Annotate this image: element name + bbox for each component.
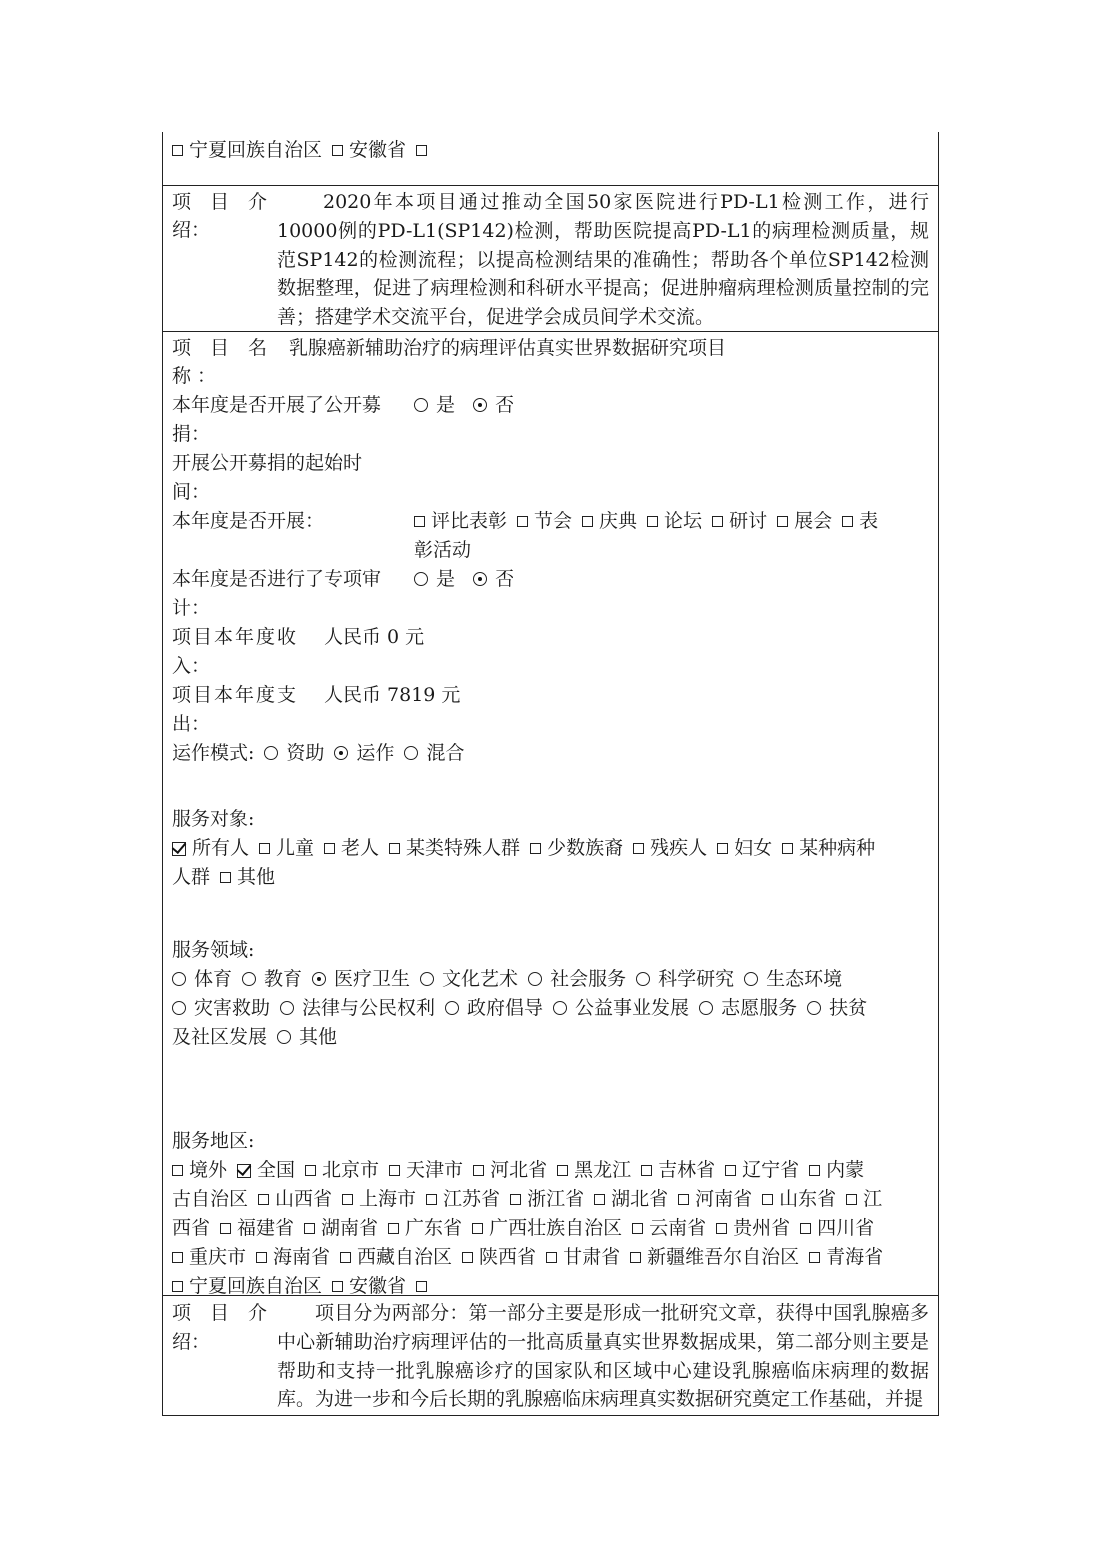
checkbox-icon[interactable]	[342, 1194, 353, 1205]
region-option-label: 西藏自治区	[357, 1246, 453, 1268]
region-option-label: 重庆市	[189, 1246, 247, 1268]
checkbox-icon[interactable]	[510, 1194, 521, 1205]
region-option-label: 宁夏回族自治区	[189, 139, 323, 161]
radio-icon[interactable]	[553, 1001, 567, 1015]
checkbox-icon[interactable]	[332, 1281, 343, 1292]
field-option-label: 文化艺术	[442, 968, 519, 990]
mode-option-label: 混合	[426, 742, 465, 764]
region-option-label: 云南省	[649, 1217, 707, 1239]
region-option-label: 北京市	[322, 1159, 380, 1181]
mode-option-label: 资助	[286, 742, 325, 764]
region-option-label: 海南省	[273, 1246, 331, 1268]
field-option-label: 及社区发展	[172, 1026, 268, 1048]
field-option-label: 灾害救助	[194, 997, 271, 1019]
field-option-label: 生态环境	[766, 968, 843, 990]
checkbox-icon[interactable]	[388, 1223, 399, 1234]
radio-icon[interactable]	[280, 1001, 294, 1015]
radio-icon[interactable]	[242, 972, 256, 986]
field-option-label: 政府倡导	[467, 997, 544, 1019]
event-option-label: 表	[859, 510, 879, 532]
checkbox-icon[interactable]	[594, 1194, 605, 1205]
audit-label-2: 计：	[172, 597, 211, 619]
region-option-label: 福建省	[237, 1217, 295, 1239]
target-option-label: 老人	[341, 837, 380, 859]
target-option-label: 所有人	[192, 837, 250, 859]
service-region-line[interactable]	[172, 1272, 433, 1300]
region-option-label: 西省	[172, 1217, 211, 1239]
field-option-label: 法律与公民权利	[302, 997, 436, 1019]
event-option-label: 展会	[794, 510, 833, 532]
radio-no-icon[interactable]	[473, 572, 487, 586]
events-label: 本年度是否开展：	[172, 510, 325, 532]
region-option-label: 广西壮族自治区	[489, 1217, 623, 1239]
audit-label: 本年度是否进行了专项审	[172, 568, 382, 590]
service-field-line-1[interactable]	[172, 965, 852, 993]
project1-intro-text: 2020年本项目通过推动全国50家医院进行PD-L1检测工作，进行10000例的PD-L1(SP142)检测，帮助医院提高PD-L1的病理检测质量，规范SP142的检测流程；以提高检测结果的准确性；帮助各个单位SP142检测数据整理，促进了病理检测和科研水平提高；促进肿瘤病理检测质量控制的完善；搭建学术交流平台，促进学会成员间学术交流。	[277, 191, 929, 329]
fundraising-start-label-2: 间：	[172, 481, 211, 503]
radio-icon[interactable]	[420, 972, 434, 986]
service-region-line[interactable]	[172, 1214, 884, 1242]
service-field-label: 服务领域:	[172, 939, 255, 961]
checkbox-icon[interactable]	[846, 1194, 857, 1205]
service-region-line[interactable]	[172, 1185, 892, 1213]
region-option-label: 贵州省	[733, 1217, 791, 1239]
region-option-label: 内蒙	[826, 1159, 865, 1181]
radio-yes-icon[interactable]	[414, 572, 428, 586]
radio-icon[interactable]	[744, 972, 758, 986]
region-option-label: 宁夏回族自治区	[189, 1275, 323, 1297]
service-field-line-2[interactable]	[172, 994, 877, 1022]
checkbox-icon[interactable]	[259, 843, 270, 854]
checkbox-icon[interactable]	[716, 1223, 727, 1234]
income-value: 人民币 0 元	[324, 626, 425, 648]
table-bottom-border	[162, 1415, 939, 1416]
region-option-label: 青海省	[826, 1246, 884, 1268]
field-option-label: 教育	[264, 968, 303, 990]
target-option-label: 人群	[172, 866, 211, 888]
region-option-label: 安徽省	[349, 1275, 407, 1297]
intro-label-2: 绍：	[172, 1331, 211, 1353]
radio-icon[interactable]	[172, 1001, 186, 1015]
radio-icon[interactable]	[404, 746, 418, 760]
service-target-options-wrap[interactable]	[172, 863, 285, 891]
target-option-label: 妇女	[734, 837, 773, 859]
field-option-label: 科学研究	[658, 968, 735, 990]
event-option-label: 评比表彰	[431, 510, 508, 532]
radio-icon[interactable]	[264, 746, 278, 760]
checkbox-icon[interactable]	[324, 843, 335, 854]
region-option-label: 山西省	[275, 1188, 333, 1210]
field-option-label: 公益事业发展	[575, 997, 690, 1019]
region-option-label: 江	[863, 1188, 883, 1210]
region-option-label: 黑龙江	[574, 1159, 632, 1181]
checkbox-icon[interactable]	[416, 1281, 427, 1292]
service-field-line-3[interactable]	[172, 1023, 347, 1051]
radio-yes-label: 是	[436, 394, 456, 416]
project-name-value: 乳腺癌新辅助治疗的病理评估真实世界数据研究项目	[289, 337, 727, 359]
operation-mode-label: 运作模式:	[172, 742, 255, 764]
field-option-label: 扶贫	[829, 997, 868, 1019]
radio-icon[interactable]	[277, 1030, 291, 1044]
checkbox-icon[interactable]	[842, 516, 853, 527]
income-label: 项目本年度收	[172, 626, 299, 648]
region-option-label: 新疆维吾尔自治区	[647, 1246, 800, 1268]
checkbox-icon[interactable]	[389, 843, 400, 854]
checkbox-icon[interactable]	[304, 1223, 315, 1234]
mode-option-label: 运作	[356, 742, 395, 764]
checkbox-icon[interactable]	[582, 516, 593, 527]
events-options[interactable]	[414, 507, 888, 535]
region-option-label: 浙江省	[527, 1188, 585, 1210]
checkbox-icon[interactable]	[426, 1194, 437, 1205]
radio-yes-icon[interactable]	[414, 398, 428, 412]
checkbox-icon[interactable]	[725, 1165, 736, 1176]
checkbox-icon[interactable]	[462, 1252, 473, 1263]
checkbox-checked-icon[interactable]	[172, 842, 186, 856]
operation-mode-row[interactable]	[172, 739, 474, 767]
table-left-border	[162, 132, 163, 1416]
checkbox-icon[interactable]	[800, 1223, 811, 1234]
project-name-label: 项 目 名	[172, 337, 268, 359]
events-options-wrap: 彰活动	[414, 539, 472, 561]
expense-value: 人民币 7819 元	[324, 684, 461, 706]
checkbox-icon[interactable]	[172, 1165, 183, 1176]
radio-icon[interactable]	[699, 1001, 713, 1015]
region-option-label: 四川省	[817, 1217, 875, 1239]
region-option-label: 境外	[189, 1159, 228, 1181]
radio-icon[interactable]	[636, 972, 650, 986]
table-right-border	[938, 132, 939, 1416]
public-fundraising-radio-group[interactable]	[414, 391, 514, 419]
region-option-label: 河北省	[490, 1159, 548, 1181]
public-fundraising-label-2: 捐：	[172, 423, 211, 445]
checkbox-icon[interactable]	[762, 1194, 773, 1205]
expense-label: 项目本年度支	[172, 684, 299, 706]
public-fundraising-label: 本年度是否开展了公开募	[172, 394, 382, 416]
project-name-label-2: 称 ：	[172, 365, 217, 387]
target-option-label: 其他	[237, 866, 276, 888]
field-option-label: 社会服务	[550, 968, 627, 990]
checkbox-icon[interactable]	[416, 145, 427, 156]
checkbox-icon[interactable]	[782, 843, 793, 854]
region-option-label: 湖南省	[321, 1217, 379, 1239]
audit-radio-group[interactable]	[414, 565, 514, 593]
field-option-label: 其他	[299, 1026, 338, 1048]
target-option-label: 儿童	[276, 837, 315, 859]
region-option-label: 河南省	[695, 1188, 753, 1210]
checkbox-icon[interactable]	[340, 1252, 351, 1263]
checkbox-icon[interactable]	[717, 843, 728, 854]
service-region-label: 服务地区:	[172, 1130, 255, 1152]
radio-icon[interactable]	[312, 972, 326, 986]
radio-no-icon[interactable]	[473, 398, 487, 412]
checkbox-icon[interactable]	[332, 145, 343, 156]
radio-icon[interactable]	[807, 1001, 821, 1015]
region-option-label: 山东省	[779, 1188, 837, 1210]
field-option-label: 志愿服务	[721, 997, 798, 1019]
checkbox-icon[interactable]	[678, 1194, 689, 1205]
service-target-label: 服务对象:	[172, 808, 255, 830]
field-option-label: 医疗卫生	[334, 968, 411, 990]
region-option-label: 陕西省	[479, 1246, 537, 1268]
region-option-label: 安徽省	[349, 139, 407, 161]
event-option-label: 论坛	[664, 510, 703, 532]
fundraising-start-label: 开展公开募捐的起始时	[172, 452, 363, 474]
service-region-line[interactable]	[172, 1243, 893, 1271]
intro-label: 项 目 介	[172, 191, 268, 213]
checkbox-icon[interactable]	[256, 1252, 267, 1263]
checkbox-icon[interactable]	[389, 1165, 400, 1176]
event-option-label: 庆典	[599, 510, 638, 532]
checkbox-icon[interactable]	[647, 516, 658, 527]
target-option-label: 某种病种	[799, 837, 876, 859]
service-region-line[interactable]	[172, 1156, 874, 1184]
checkbox-icon[interactable]	[809, 1252, 820, 1263]
row-divider	[162, 185, 939, 186]
radio-icon[interactable]	[172, 972, 186, 986]
income-label-2: 入：	[172, 655, 211, 677]
target-option-label: 残疾人	[650, 837, 708, 859]
region-option-label: 上海市	[359, 1188, 417, 1210]
radio-icon[interactable]	[445, 1001, 459, 1015]
checkbox-icon[interactable]	[641, 1165, 652, 1176]
region-option-label: 天津市	[406, 1159, 464, 1181]
target-option-label: 某类特殊人群	[406, 837, 521, 859]
region-tail-line	[172, 136, 433, 164]
region-option-label: 江苏省	[443, 1188, 501, 1210]
checkbox-icon[interactable]	[630, 1252, 641, 1263]
region-option-label: 全国	[257, 1159, 296, 1181]
checkbox-icon[interactable]	[777, 516, 788, 527]
checkbox-icon[interactable]	[809, 1165, 820, 1176]
checkbox-icon[interactable]	[517, 516, 528, 527]
checkbox-icon[interactable]	[546, 1252, 557, 1263]
region-option-label: 湖北省	[611, 1188, 669, 1210]
checkbox-icon[interactable]	[472, 1223, 483, 1234]
project2-intro-text: 项目分为两部分：第一部分主要是形成一批研究文章，获得中国乳腺癌多中心新辅助治疗病理评估的一批高质量真实世界数据成果，第二部分则主要是帮助和支持一批乳腺癌诊疗的国家队和区域中心建设乳腺癌临床病理的数据库。为进一步和今后长期的乳腺癌临床病理真实数据研究奠定工作基础，并提	[277, 1302, 929, 1411]
checkbox-icon[interactable]	[633, 843, 644, 854]
checkbox-icon[interactable]	[473, 1165, 484, 1176]
radio-icon[interactable]	[334, 746, 348, 760]
checkbox-icon[interactable]	[530, 843, 541, 854]
region-option-label: 辽宁省	[742, 1159, 800, 1181]
radio-no-label: 否	[495, 568, 515, 590]
radio-icon[interactable]	[528, 972, 542, 986]
checkbox-icon[interactable]	[414, 516, 425, 527]
event-option-label: 研讨	[729, 510, 768, 532]
region-option-label: 广东省	[405, 1217, 463, 1239]
event-option-label: 节会	[534, 510, 573, 532]
target-option-label: 少数族裔	[547, 837, 624, 859]
intro-label-2: 绍：	[172, 219, 211, 241]
radio-yes-label: 是	[436, 568, 456, 590]
region-option-label: 甘肃省	[563, 1246, 621, 1268]
checkbox-icon[interactable]	[557, 1165, 568, 1176]
radio-no-label: 否	[495, 394, 515, 416]
checkbox-icon[interactable]	[172, 1281, 183, 1292]
checkbox-icon[interactable]	[258, 1194, 269, 1205]
checkbox-icon[interactable]	[172, 145, 183, 156]
region-option-label: 古自治区	[172, 1188, 249, 1210]
checkbox-icon[interactable]	[220, 1223, 231, 1234]
expense-label-2: 出：	[172, 713, 211, 735]
checkbox-icon[interactable]	[632, 1223, 643, 1234]
checkbox-icon[interactable]	[172, 1252, 183, 1263]
checkbox-icon[interactable]	[712, 516, 723, 527]
service-target-options[interactable]	[172, 834, 885, 862]
checkbox-checked-icon[interactable]	[237, 1164, 251, 1178]
region-option-label: 吉林省	[658, 1159, 716, 1181]
checkbox-icon[interactable]	[220, 872, 231, 883]
checkbox-icon[interactable]	[305, 1165, 316, 1176]
field-option-label: 体育	[194, 968, 233, 990]
intro-label: 项 目 介	[172, 1302, 268, 1324]
